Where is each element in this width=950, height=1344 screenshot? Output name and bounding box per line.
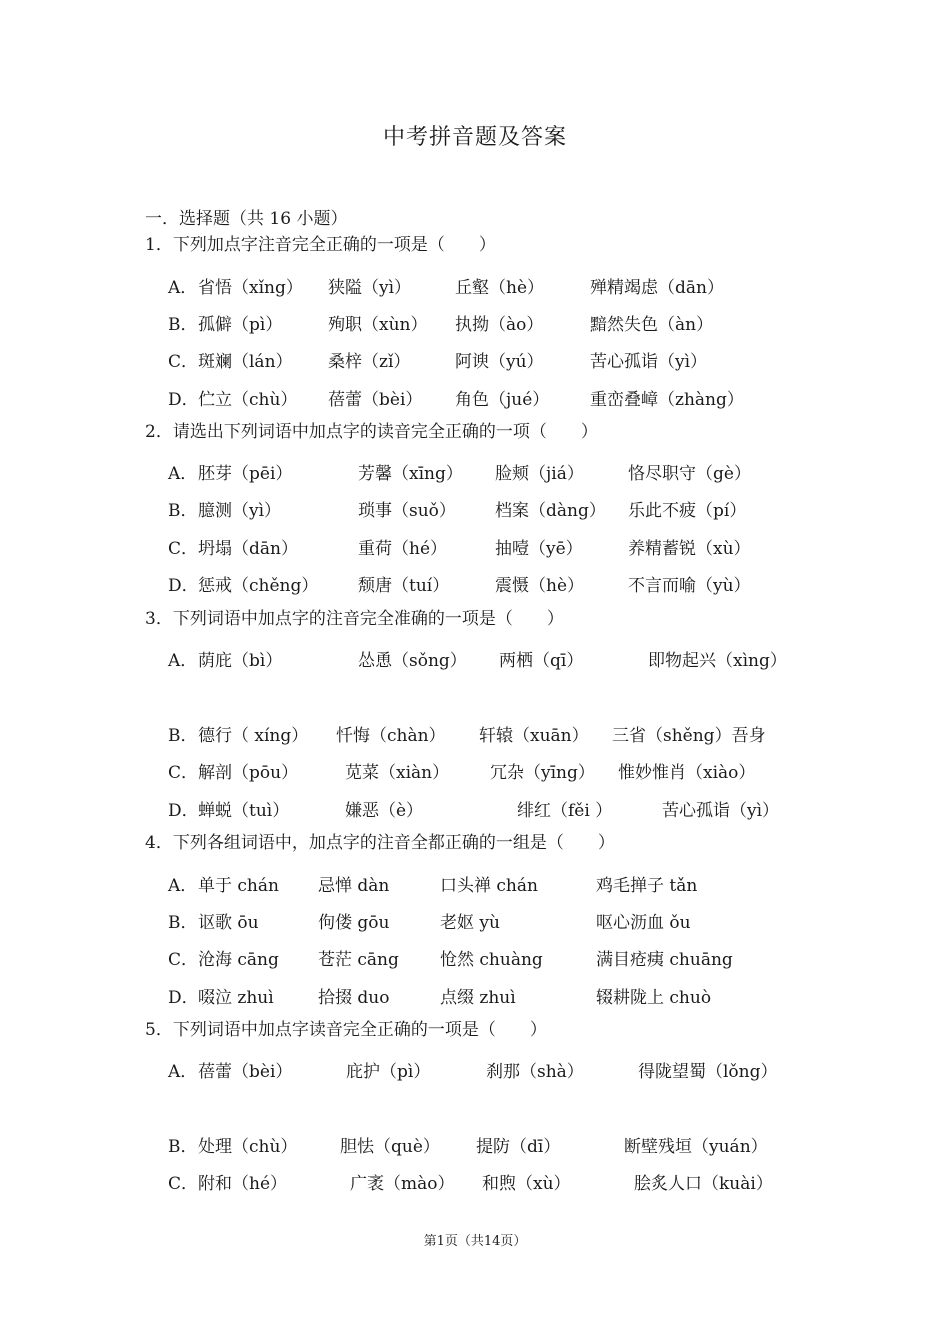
option-item: 乐此不疲（pí） <box>628 501 747 521</box>
option-letter: B． <box>168 1137 198 1157</box>
option-letter: A． <box>168 464 198 484</box>
option-item: 苦心孤诣（yì） <box>662 801 780 821</box>
option-item: 广袤（mào） <box>350 1174 455 1194</box>
option-item: 苦心孤诣（yì） <box>590 352 708 372</box>
option-item: 颓唐（tuí） <box>358 576 450 596</box>
option-item: 鸡毛掸子 tǎn <box>596 876 698 896</box>
option-item: 佝偻 gōu <box>318 913 390 933</box>
page-footer: 第1页（共14页） <box>423 1234 527 1249</box>
question-stem: 5．下列词语中加点字读音完全正确的一项是（ ） <box>145 1020 547 1040</box>
option-letter: D． <box>168 576 199 596</box>
option-letter: B． <box>168 501 198 521</box>
section-heading: 一．选择题（共 16 小题） <box>145 209 348 229</box>
option-item: 胆怯（què） <box>340 1137 440 1157</box>
question-stem: 4．下列各组词语中，加点字的注音全都正确的一组是（ ） <box>145 833 615 853</box>
option-item: 提防（dī） <box>476 1137 561 1157</box>
option-letter: B． <box>168 913 198 933</box>
option-item: 满目疮痍 chuāng <box>596 950 733 970</box>
option-letter: A． <box>168 876 198 896</box>
option-letter: C． <box>168 539 199 559</box>
option-item: 轩辕（xuān） <box>479 726 589 746</box>
page-title: 中考拼音题及答案 <box>382 125 567 150</box>
option-item: 档案（dàng） <box>495 501 606 521</box>
option-item: 即物起兴（xìng） <box>648 651 787 671</box>
option-item: 斑斓（lán） <box>198 352 293 372</box>
option-item: 呕心沥血 ǒu <box>596 913 691 933</box>
option-item: 嫌恶（è） <box>345 801 424 821</box>
option-item: 殚精竭虑（dān） <box>590 278 724 298</box>
option-letter: D． <box>168 801 199 821</box>
option-letter: D． <box>168 988 199 1008</box>
option-item: 坍塌（dān） <box>198 539 298 559</box>
option-item: 处理（chù） <box>198 1137 298 1157</box>
option-item: 琐事（suǒ） <box>358 501 456 521</box>
question-stem: 3．下列词语中加点字的注音完全准确的一项是（ ） <box>145 609 564 629</box>
option-letter: C． <box>168 950 199 970</box>
option-item: 蝉蜕（tuì） <box>198 801 290 821</box>
option-item: 冗杂（yīng） <box>490 763 595 783</box>
option-item: 苍茫 cāng <box>318 950 399 970</box>
option-item: 讴歌 ōu <box>198 913 259 933</box>
option-item: 伫立（chù） <box>198 390 298 410</box>
option-item: 惟妙惟肖（xiào） <box>618 763 756 783</box>
option-item: 单于 chán <box>198 876 279 896</box>
option-item: 脸颊（jiá） <box>495 464 584 484</box>
option-item: 忌惮 dàn <box>318 876 390 896</box>
option-item: 重峦叠嶂（zhàng） <box>590 390 744 410</box>
option-item: 养精蓄锐（xù） <box>628 539 751 559</box>
option-letter: B． <box>168 315 198 335</box>
option-item: 庇护（pì） <box>346 1062 431 1082</box>
option-item: 荫庇（bì） <box>198 651 283 671</box>
option-item: 臆测（yì） <box>198 501 282 521</box>
option-item: 芳馨（xīng） <box>358 464 463 484</box>
option-item: 和煦（xù） <box>482 1174 571 1194</box>
option-item: 殉职（xùn） <box>328 315 428 335</box>
option-item: 沧海 cāng <box>198 950 279 970</box>
option-item: 辍耕陇上 chuò <box>596 988 712 1008</box>
option-item: 苋菜（xiàn） <box>345 763 450 783</box>
option-letter: D． <box>168 390 199 410</box>
option-item: 桑梓（zǐ） <box>328 352 411 372</box>
option-letter: B． <box>168 726 198 746</box>
option-item: 刹那（shà） <box>486 1062 584 1082</box>
option-item: 省悟（xǐng） <box>198 278 303 298</box>
option-item: 不言而喻（yù） <box>628 576 751 596</box>
option-item: 解剖（pōu） <box>198 763 299 783</box>
option-item: 拾掇 duo <box>318 988 390 1008</box>
option-item: 脍炙人口（kuài） <box>634 1174 773 1194</box>
option-item: 德行（ xíng） <box>198 726 309 746</box>
option-letter: C． <box>168 1174 199 1194</box>
option-item: 蓓蕾（bèi） <box>198 1062 293 1082</box>
option-letter: A． <box>168 278 198 298</box>
option-letter: A． <box>168 1062 198 1082</box>
option-letter: C． <box>168 352 199 372</box>
option-item: 绯红（fěi ） <box>517 801 613 821</box>
option-item: 蓓蕾（bèi） <box>328 390 423 410</box>
option-item: 阿谀（yú） <box>455 352 544 372</box>
option-item: 附和（hé） <box>198 1174 288 1194</box>
question-stem: 1．下列加点字注音完全正确的一项是（ ） <box>145 235 496 255</box>
option-item: 啜泣 zhuì <box>198 988 274 1008</box>
option-item: 狭隘（yì） <box>328 278 412 298</box>
option-item: 忏悔（chàn） <box>336 726 446 746</box>
option-item: 怂恿（sǒng） <box>358 651 467 671</box>
option-item: 黯然失色（àn） <box>590 315 714 335</box>
question-stem: 2．请选出下列词语中加点字的读音完全正确的一项（ ） <box>145 422 598 442</box>
option-item: 胚芽（pēi） <box>198 464 293 484</box>
option-item: 怆然 chuàng <box>440 950 543 970</box>
option-item: 角色（jué） <box>455 390 550 410</box>
option-letter: A． <box>168 651 198 671</box>
option-item: 抽噎（yē） <box>495 539 583 559</box>
option-item: 点缀 zhuì <box>440 988 516 1008</box>
option-item: 震慑（hè） <box>495 576 585 596</box>
option-item: 老妪 yù <box>440 913 500 933</box>
option-item: 三省（shěng）吾身 <box>612 726 766 746</box>
option-item: 两栖（qī） <box>499 651 584 671</box>
option-item: 丘壑（hè） <box>455 278 545 298</box>
option-item: 重荷（hé） <box>358 539 448 559</box>
option-item: 执拗（ào） <box>455 315 544 335</box>
option-item: 惩戒（chěng） <box>198 576 319 596</box>
option-letter: C． <box>168 763 199 783</box>
option-item: 恪尽职守（gè） <box>628 464 751 484</box>
option-item: 断壁残垣（yuán） <box>624 1137 768 1157</box>
option-item: 得陇望蜀（lǒng） <box>638 1062 778 1082</box>
option-item: 口头禅 chán <box>440 876 538 896</box>
option-item: 孤僻（pì） <box>198 315 283 335</box>
